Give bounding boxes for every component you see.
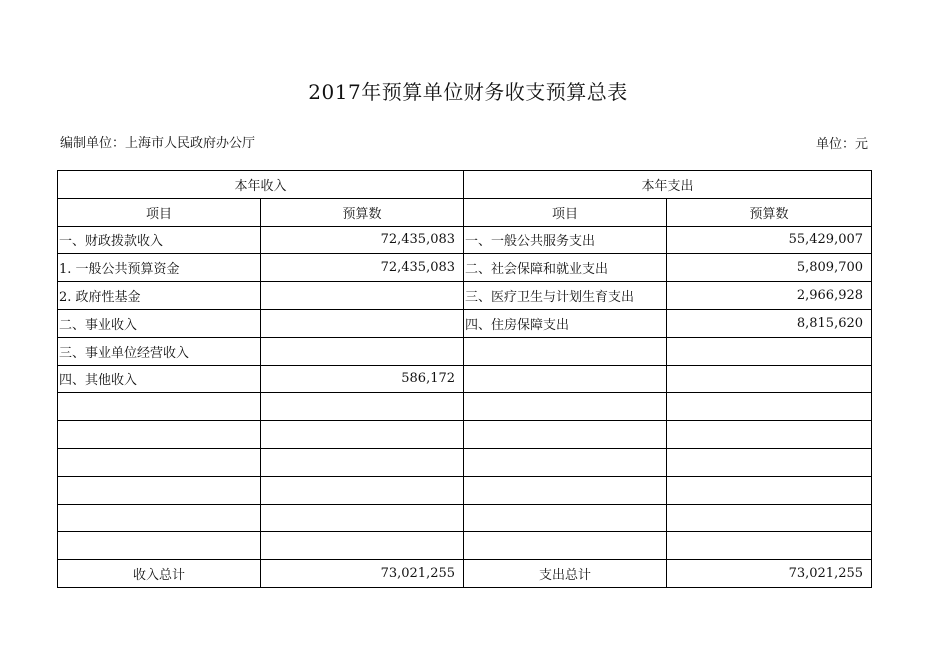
income-amount-cell [261, 393, 464, 421]
expense-amount-cell [667, 532, 872, 560]
expense-item-cell [464, 448, 667, 476]
income-amount-header: 预算数 [261, 198, 464, 226]
expense-item-cell [464, 504, 667, 532]
income-amount-cell: 72,435,083 [261, 226, 464, 254]
income-amount-cell [261, 421, 464, 449]
income-item-cell [58, 448, 261, 476]
income-item-cell: 三、事业单位经营收入 [58, 337, 261, 365]
table-row [58, 532, 872, 560]
table-row [58, 254, 872, 282]
expense-item-cell: 二、社会保障和就业支出 [464, 254, 667, 282]
expense-amount-cell: 55,429,007 [667, 226, 872, 254]
expense-amount-cell [667, 504, 872, 532]
income-total-amount: 73,021,255 [261, 560, 464, 588]
budget-summary-table [57, 170, 872, 588]
income-item-cell [58, 393, 261, 421]
income-amount-cell [261, 476, 464, 504]
table-row [58, 337, 872, 365]
table-row [58, 226, 872, 254]
table-row [58, 365, 872, 393]
expense-amount-header: 预算数 [667, 198, 872, 226]
income-item-cell: 四、其他收入 [58, 365, 261, 393]
income-item-cell: 二、事业收入 [58, 309, 261, 337]
expense-amount-cell [667, 393, 872, 421]
table-row [58, 504, 872, 532]
column-header-row [58, 198, 872, 226]
expense-amount-cell [667, 365, 872, 393]
income-amount-cell: 72,435,083 [261, 254, 464, 282]
expense-item-cell [464, 365, 667, 393]
table-row [58, 393, 872, 421]
table-row [58, 476, 872, 504]
compiling-unit-label: 编制单位：上海市人民政府办公厅 [60, 136, 256, 151]
income-amount-cell [261, 448, 464, 476]
expense-amount-cell [667, 476, 872, 504]
expense-total-label: 支出总计 [464, 560, 667, 588]
totals-row [58, 560, 872, 588]
expense-total-amount: 73,021,255 [667, 560, 872, 588]
expense-amount-cell: 5,809,700 [667, 254, 872, 282]
expense-amount-cell [667, 421, 872, 449]
table-row [58, 282, 872, 310]
expense-amount-cell: 2,966,928 [667, 282, 872, 310]
expense-amount-cell [667, 337, 872, 365]
expense-item-cell [464, 421, 667, 449]
currency-unit-label: 单位：元 [815, 137, 868, 152]
income-amount-cell [261, 282, 464, 310]
income-item-cell: 一、财政拨款收入 [58, 226, 261, 254]
income-item-cell [58, 421, 261, 449]
table-row [58, 448, 872, 476]
income-amount-cell [261, 309, 464, 337]
expense-item-cell: 三、医疗卫生与计划生育支出 [464, 282, 667, 310]
income-item-cell: 2. 政府性基金 [58, 282, 261, 310]
expense-item-cell: 四、住房保障支出 [464, 309, 667, 337]
expense-item-cell [464, 532, 667, 560]
page-title: 2017年预算单位财务收支预算总表 [308, 80, 628, 104]
expense-amount-cell: 8,815,620 [667, 309, 872, 337]
group-header-row [58, 171, 872, 199]
expense-item-cell [464, 393, 667, 421]
income-amount-cell [261, 532, 464, 560]
income-amount-cell: 586,172 [261, 365, 464, 393]
income-total-label: 收入总计 [58, 560, 261, 588]
expense-item-cell [464, 476, 667, 504]
income-item-cell [58, 532, 261, 560]
table-row [58, 421, 872, 449]
income-item-cell: 1. 一般公共预算资金 [58, 254, 261, 282]
table-row [58, 309, 872, 337]
expense-item-header: 项目 [464, 198, 667, 226]
income-item-cell [58, 476, 261, 504]
income-amount-cell [261, 337, 464, 365]
expense-item-cell [464, 337, 667, 365]
expense-amount-cell [667, 448, 872, 476]
income-item-header: 项目 [58, 198, 261, 226]
expense-item-cell: 一、一般公共服务支出 [464, 226, 667, 254]
income-item-cell [58, 504, 261, 532]
income-amount-cell [261, 504, 464, 532]
income-group-header: 本年收入 [58, 171, 464, 199]
expense-group-header: 本年支出 [464, 171, 872, 199]
